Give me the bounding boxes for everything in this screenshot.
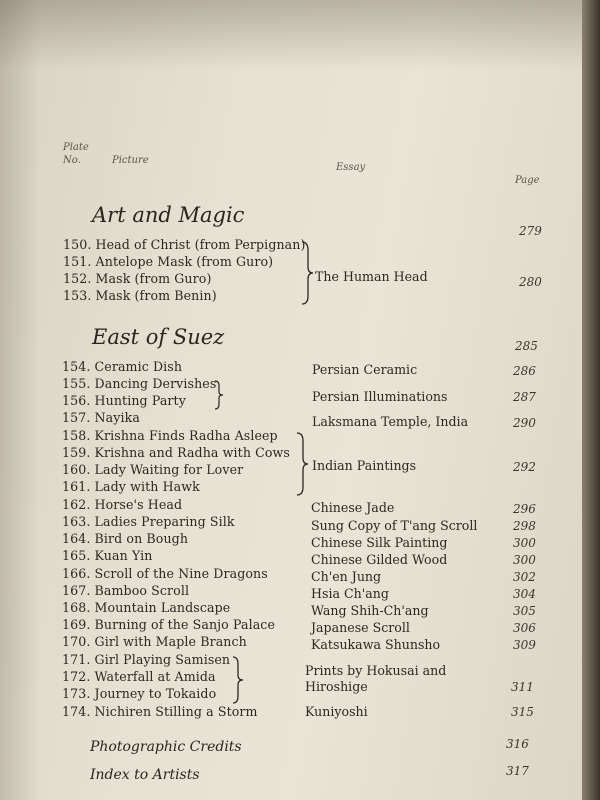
essay-title: Sung Copy of T'ang Scroll [311, 518, 478, 533]
plate-entry: 151. Antelope Mask (from Guro) [63, 254, 274, 269]
essay-title: Indian Paintings [312, 458, 417, 473]
essay-title: Chinese Silk Painting [311, 535, 448, 550]
essay-page: 280 [519, 275, 542, 289]
essay-title: Prints by Hokusai and [305, 663, 447, 678]
header-picture: Picture [112, 155, 149, 166]
essay-page: 305 [513, 604, 536, 618]
essay-title: Japanese Scroll [311, 620, 410, 635]
header-no: No. [63, 155, 81, 166]
plate-entry: 157. Nayika [62, 410, 140, 425]
essay-page: 290 [513, 416, 536, 430]
book-spine [582, 0, 600, 800]
essay-page: 292 [513, 460, 536, 474]
plate-entry: 173. Journey to Tokaido [62, 686, 217, 701]
plate-entry: 172. Waterfall at Amida [62, 669, 216, 684]
essay-title: Ch'en Jung [311, 569, 382, 584]
plate-entry: 152. Mask (from Guro) [63, 271, 212, 286]
grouping-brace [295, 431, 309, 497]
section-page: 279 [519, 224, 542, 238]
grouping-brace [231, 655, 245, 705]
essay-title: Wang Shih-Ch'ang [311, 603, 429, 618]
essay-page: 300 [513, 553, 536, 567]
essay-page: 300 [513, 536, 536, 550]
grouping-brace [213, 379, 225, 411]
essay-page: 286 [513, 364, 536, 378]
plate-entry: 167. Bamboo Scroll [62, 583, 190, 598]
essay-page: 302 [513, 570, 536, 584]
essay-page: 309 [513, 638, 536, 652]
essay-page: 287 [513, 390, 536, 404]
essay-page: 296 [513, 502, 536, 516]
plate-entry: 164. Bird on Bough [62, 531, 189, 546]
back-matter-page: 316 [506, 737, 529, 751]
essay-page: 298 [513, 519, 536, 533]
plate-entry: 158. Krishna Finds Radha Asleep [62, 428, 278, 443]
page-shadow-top [0, 0, 582, 70]
essay-title: Katsukawa Shunsho [311, 637, 441, 652]
plate-entry: 156. Hunting Party [62, 393, 186, 408]
plate-entry: 162. Horse's Head [62, 497, 183, 512]
plate-entry: 168. Mountain Landscape [62, 600, 231, 615]
plate-entry: 153. Mask (from Benin) [63, 288, 217, 303]
essay-title: Kuniyoshi [305, 704, 368, 719]
plate-entry: 170. Girl with Maple Branch [62, 634, 247, 649]
back-matter-page: 317 [506, 764, 529, 778]
plate-entry: 174. Nichiren Stilling a Storm [62, 704, 258, 719]
essay-page: 304 [513, 587, 536, 601]
header-essay: Essay [336, 162, 366, 173]
essay-title: Chinese Jade [311, 500, 395, 515]
plate-entry: 160. Lady Waiting for Lover [62, 462, 244, 477]
essay-title: Hiroshige [305, 679, 368, 694]
section-title: Art and Magic [92, 203, 245, 227]
plate-entry: 161. Lady with Hawk [62, 479, 200, 494]
page-shadow-left [0, 0, 40, 800]
essay-title: Laksmana Temple, India [312, 414, 469, 429]
back-matter-title: Index to Artists [90, 767, 200, 783]
plate-entry: 165. Kuan Yin [62, 548, 153, 563]
essay-title: Persian Ceramic [312, 362, 418, 377]
back-matter-title: Photographic Credits [90, 739, 242, 755]
essay-title: The Human Head [315, 269, 428, 284]
grouping-brace [300, 240, 314, 306]
section-page: 285 [515, 339, 538, 353]
plate-entry: 169. Burning of the Sanjo Palace [62, 617, 276, 632]
plate-entry: 166. Scroll of the Nine Dragons [62, 566, 268, 581]
section-title: East of Suez [92, 325, 225, 349]
header-page: Page [515, 175, 540, 186]
essay-title: Hsia Ch'ang [311, 586, 389, 601]
essay-title: Chinese Gilded Wood [311, 552, 448, 567]
plate-entry: 154. Ceramic Dish [62, 359, 183, 374]
essay-title: Persian Illuminations [312, 389, 448, 404]
plate-entry: 150. Head of Christ (from Perpignan) [63, 237, 306, 252]
essay-page: 315 [511, 705, 534, 719]
header-plate: Plate [63, 142, 89, 153]
plate-entry: 163. Ladies Preparing Silk [62, 514, 235, 529]
essay-page: 311 [511, 680, 534, 694]
plate-entry: 159. Krishna and Radha with Cows [62, 445, 290, 460]
plate-entry: 155. Dancing Dervishes [62, 376, 217, 391]
essay-page: 306 [513, 621, 536, 635]
plate-entry: 171. Girl Playing Samisen [62, 652, 231, 667]
